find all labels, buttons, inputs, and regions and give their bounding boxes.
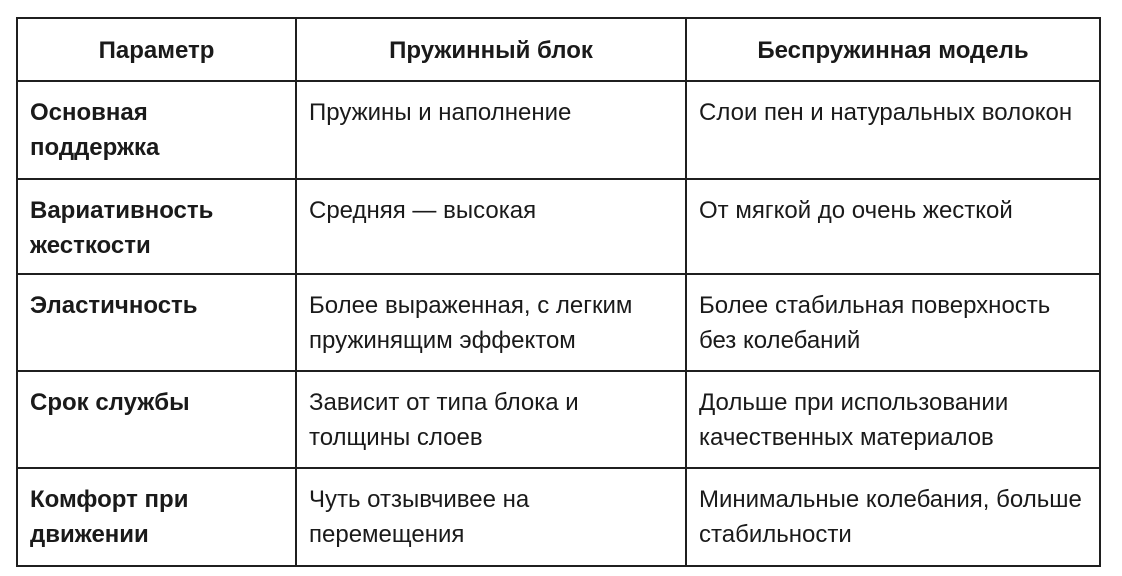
springless-cell: Более стабильная поверхность без колебаний (686, 274, 1100, 371)
table-row (17, 81, 1100, 179)
springless-cell: От мягкой до очень жесткой (686, 179, 1100, 274)
table-row (17, 371, 1100, 468)
spring-block-cell: Чуть отзывчивее на перемещения (296, 468, 686, 566)
parameter-cell: Срок службы (17, 371, 296, 468)
table-row (17, 179, 1100, 274)
table-row (17, 468, 1100, 566)
header-parameter: Параметр (17, 18, 296, 81)
spring-block-cell: Зависит от типа блока и толщины слоев (296, 371, 686, 468)
spring-block-cell: Пружины и наполнение (296, 81, 686, 179)
header-springless-model: Беспружинная модель (686, 18, 1100, 81)
parameter-cell: Комфорт при движении (17, 468, 296, 566)
table-header-row (17, 18, 1100, 81)
parameter-cell: Эластичность (17, 274, 296, 371)
springless-cell: Дольше при использовании качественных материалов (686, 371, 1100, 468)
springless-cell: Минимальные колебания, больше стабильности (686, 468, 1100, 566)
comparison-table (16, 17, 1101, 567)
spring-block-cell: Средняя — высокая (296, 179, 686, 274)
spring-block-cell: Более выраженная, с легким пружинящим эффектом (296, 274, 686, 371)
parameter-cell: Основная поддержка (17, 81, 296, 179)
springless-cell: Слои пен и натуральных волокон (686, 81, 1100, 179)
parameter-cell: Вариативность жесткости (17, 179, 296, 274)
header-spring-block: Пружинный блок (296, 18, 686, 81)
table-row (17, 274, 1100, 371)
